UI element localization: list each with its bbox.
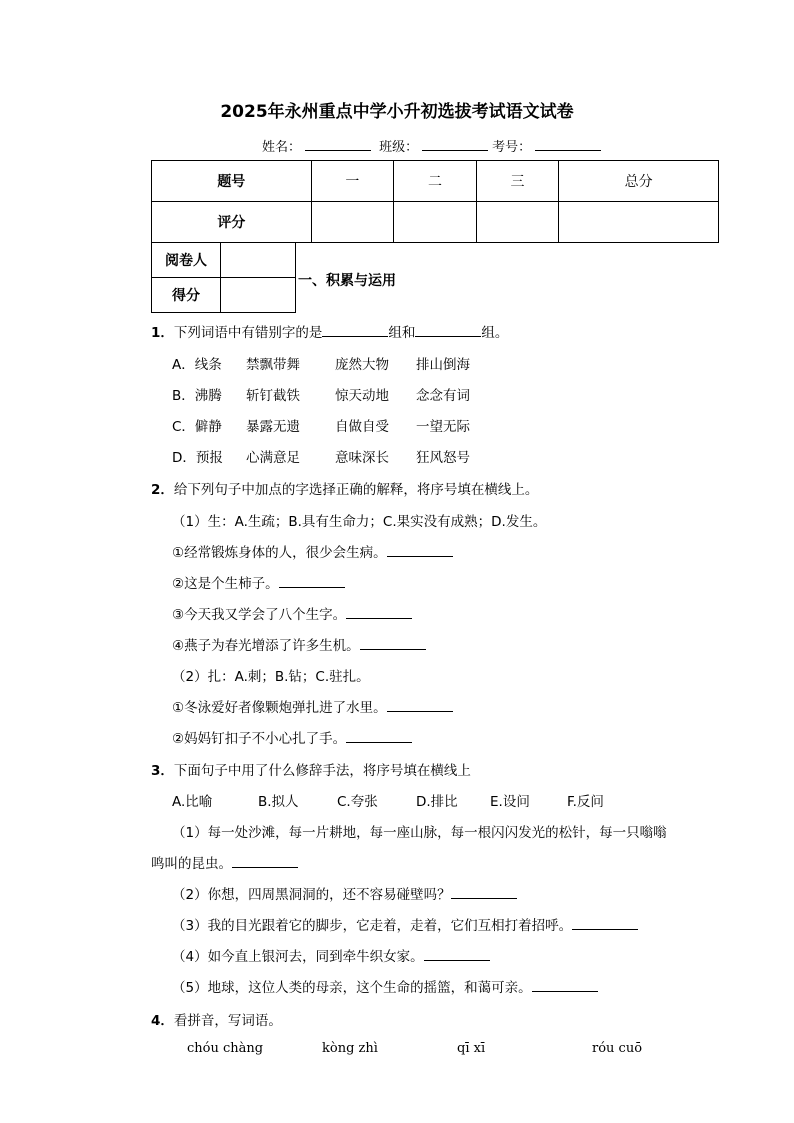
option-cell: 意味深长 — [335, 450, 389, 466]
score-cell: 二 — [394, 161, 477, 202]
question-number: 3． — [151, 763, 174, 779]
option-row — [0, 384, 794, 404]
choice-row — [0, 790, 794, 810]
option-row — [0, 353, 794, 373]
choice-label: E.设问 — [490, 794, 530, 810]
score-input-cell[interactable] — [311, 202, 394, 243]
item-text: ①经常锻炼身体的人，很少会生病。 — [172, 545, 387, 561]
question-number: 1． — [151, 325, 174, 341]
answer-blank[interactable] — [279, 574, 345, 588]
option-cell: 惊天动地 — [335, 388, 389, 404]
sub-question-item — [172, 572, 345, 592]
score-input-cell[interactable] — [476, 202, 559, 243]
question-text: 组。 — [481, 325, 509, 341]
choice-label: F.反问 — [567, 794, 604, 810]
choice-label: B.拟人 — [258, 794, 299, 810]
item-text: 鸣叫的昆虫。 — [151, 856, 232, 872]
class-field[interactable] — [422, 138, 488, 151]
item-text: ③今天我又学会了八个生字。 — [172, 607, 347, 623]
score-cell: 三 — [476, 161, 559, 202]
sub-question-item — [172, 541, 453, 561]
item-text: （2）你想，四周黑洞洞的，还不容易碰壁吗？ — [172, 887, 451, 903]
sub-question-item — [172, 634, 426, 654]
option-cell: 狂风怒号 — [416, 450, 470, 466]
pinyin-label: chóu chàng — [187, 1041, 264, 1056]
option-cell: 排山倒海 — [416, 357, 470, 373]
item-text: ①冬泳爱好者像颗炮弹扎进了水里。 — [172, 700, 387, 716]
answer-blank[interactable] — [532, 978, 598, 992]
class-label: 班级： — [379, 140, 419, 155]
pinyin-label: kòng zhì — [322, 1041, 378, 1056]
score-table-header-row — [152, 161, 719, 202]
option-row — [0, 415, 794, 435]
item-text: （4）如今直上银河去，同到牵牛织女家。 — [172, 949, 424, 965]
item-text: ②妈妈钉扣子不小心扎了手。 — [172, 731, 347, 747]
grader-reader-cell[interactable] — [221, 243, 296, 278]
grader-table — [151, 242, 296, 313]
pinyin-label: róu cuō — [592, 1041, 643, 1056]
score-cell: 总分 — [559, 161, 719, 202]
question-2 — [151, 478, 538, 498]
option-cell: D．预报 — [172, 450, 223, 466]
question-text: 下列词语中有错别字的是 — [173, 325, 323, 341]
option-cell: 一望无际 — [416, 419, 470, 435]
sub-question-item — [172, 976, 598, 996]
choice-label: C.夸张 — [337, 794, 378, 810]
option-cell: 禁飘带舞 — [246, 357, 300, 373]
score-input-cell[interactable] — [559, 202, 719, 243]
student-info-line — [262, 136, 605, 155]
sub-question-item — [172, 696, 453, 716]
question-1 — [151, 321, 508, 341]
sub-question-item — [172, 883, 517, 903]
answer-blank[interactable] — [360, 636, 426, 650]
section-title: 一、积累与运用 — [298, 273, 396, 289]
grader-score-label: 得分 — [152, 278, 221, 313]
question-text: 下面句子中用了什么修辞手法，将序号填在横线上 — [173, 763, 471, 779]
sub-question-item — [172, 727, 412, 747]
grader-score-cell[interactable] — [221, 278, 296, 313]
option-cell: 斩钉截铁 — [246, 388, 300, 404]
score-cell: 题号 — [152, 161, 312, 202]
answer-blank[interactable] — [572, 916, 638, 930]
score-input-cell[interactable] — [394, 202, 477, 243]
answer-blank[interactable] — [387, 543, 453, 557]
exam-no-label: 考号： — [492, 140, 532, 155]
option-cell: 暴露无遗 — [246, 419, 300, 435]
exam-no-field[interactable] — [535, 138, 601, 151]
name-label: 姓名： — [262, 140, 302, 155]
sub-question-heading: （2）扎：A.刺；B.钻；C.驻扎。 — [172, 669, 370, 685]
question-text: 看拼音，写词语。 — [173, 1013, 282, 1029]
choice-label: A.比喻 — [172, 794, 213, 810]
question-4 — [151, 1009, 282, 1029]
option-cell: C．僻静 — [172, 419, 222, 435]
item-text: （5）地球，这位人类的母亲，这个生命的摇篮，和蔼可亲。 — [172, 980, 532, 996]
question-text: 组和 — [388, 325, 416, 341]
question-3 — [151, 759, 471, 779]
question-number: 4． — [151, 1013, 174, 1029]
question-text: 给下列句子中加点的字选择正确的解释，将序号填在横线上。 — [173, 482, 539, 498]
sentence-text: （1）每一处沙滩，每一片耕地，每一座山脉，每一根闪闪发光的松针，每一只嗡嗡 — [172, 825, 667, 841]
question-number: 2． — [151, 482, 174, 498]
option-cell: 自做自受 — [335, 419, 389, 435]
answer-blank[interactable] — [322, 323, 388, 337]
sub-question-item — [172, 603, 412, 623]
answer-blank[interactable] — [424, 947, 490, 961]
score-table — [151, 160, 719, 243]
page-title: 2025年永州重点中学小升初选拔考试语文试卷 — [220, 102, 574, 122]
sub-question-item — [172, 914, 638, 934]
answer-blank[interactable] — [346, 605, 412, 619]
option-cell: 庞然大物 — [335, 357, 389, 373]
answer-blank[interactable] — [451, 885, 517, 899]
option-row — [0, 446, 794, 466]
score-row-label: 评分 — [152, 202, 312, 243]
item-text: ②这是个生柿子。 — [172, 576, 279, 592]
answer-blank[interactable] — [415, 323, 481, 337]
option-cell: 念念有词 — [416, 388, 470, 404]
sub-question-item — [172, 945, 490, 965]
item-text: （3）我的目光跟着它的脚步，它走着，走着，它们互相打着招呼。 — [172, 918, 573, 934]
answer-blank[interactable] — [387, 698, 453, 712]
sub-question-item — [151, 852, 298, 872]
item-text: ④燕子为春光增添了许多生机。 — [172, 638, 360, 654]
answer-blank[interactable] — [232, 854, 298, 868]
option-cell: 心满意足 — [246, 450, 300, 466]
option-cell: B．沸腾 — [172, 388, 222, 404]
grader-reader-label: 阅卷人 — [152, 243, 221, 278]
pinyin-label: qī xī — [457, 1041, 486, 1056]
score-table-score-row — [152, 202, 719, 243]
name-field[interactable] — [305, 138, 371, 151]
answer-blank[interactable] — [346, 729, 412, 743]
option-cell: A．线条 — [172, 357, 222, 373]
sub-question-heading: （1）生：A.生疏；B.具有生命力；C.果实没有成熟；D.发生。 — [172, 514, 547, 530]
choice-label: D.排比 — [416, 794, 458, 810]
score-cell: 一 — [311, 161, 394, 202]
